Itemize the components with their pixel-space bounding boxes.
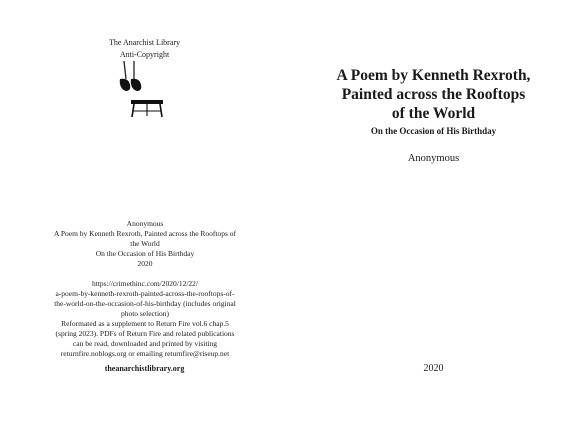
dangling-shoes-on-bench-logo [114,61,176,119]
title-line: A Poem by Kenneth Rexroth, [336,67,531,84]
colophon [40,219,250,359]
source-url-line: photo selection) [120,309,170,318]
source-url-line: a-poem-by-kenneth-rexroth-painted-across-the-rooftops-of- [55,289,235,298]
page-subtitle: On the Occasion of His Birthday [370,126,497,136]
colophon-year: 2020 [137,259,153,268]
source-url-line: https://crimethinc.com/2020/12/22/ [91,279,199,288]
source-url-line: the-world-on-the-occasion-of-his-birthday (includes original [54,299,236,308]
reformat-note-line: (spring 2023). PDFs of Return Fire and related publications [55,329,235,338]
colophon-title-line: the World [130,239,160,248]
author-name: Anonymous [407,153,460,164]
library-header [0,37,289,61]
reformat-note-line: returnfire.noblogs.org or emailing returnfire@riseup.net [60,349,230,358]
right-page [289,0,578,446]
library-website: theanarchistlibrary.org [104,364,185,373]
page-title [321,66,546,123]
title-line: of the World [391,105,476,122]
colophon-author: Anonymous [126,219,164,228]
library-name: The Anarchist Library [108,38,181,47]
title-line: Painted across the Rooftops [341,86,526,103]
publication-year: 2020 [423,363,444,374]
reformat-note-line: can be read, downloaded and printed by visiting [72,339,218,348]
colophon-title-line: A Poem by Kenneth Rexroth, Painted across the Rooftops of [53,229,237,238]
colophon-title-line: On the Occasion of His Birthday [95,249,195,258]
reformat-note-line: Reformated as a supplement to Return Fire vol.6 chap.5 [61,319,229,328]
license-text: Anti-Copyright [119,50,170,59]
